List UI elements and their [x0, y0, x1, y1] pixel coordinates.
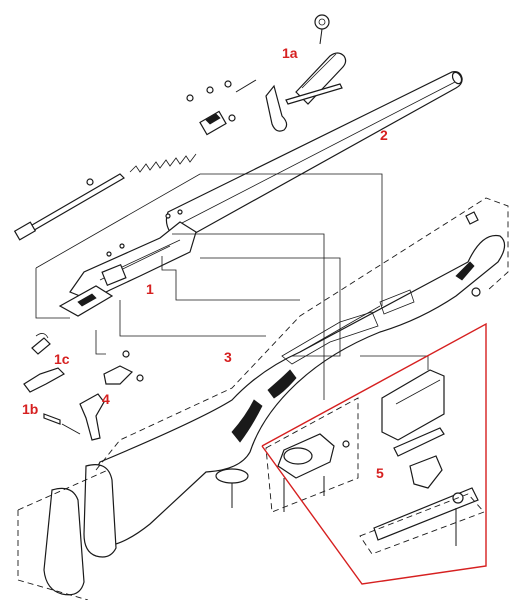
- callout-1c: 1c: [54, 351, 70, 367]
- trigger-parts: [24, 333, 143, 440]
- callout-1b: 1b: [22, 401, 39, 417]
- callout-5: 5: [376, 465, 384, 481]
- callout-3: 3: [224, 349, 232, 365]
- callout-4: 4: [102, 391, 110, 407]
- callout-1: 1: [146, 281, 154, 297]
- floorplate-parts: [278, 370, 478, 546]
- callout-2: 2: [380, 127, 388, 143]
- callout-1a: 1a: [282, 45, 298, 61]
